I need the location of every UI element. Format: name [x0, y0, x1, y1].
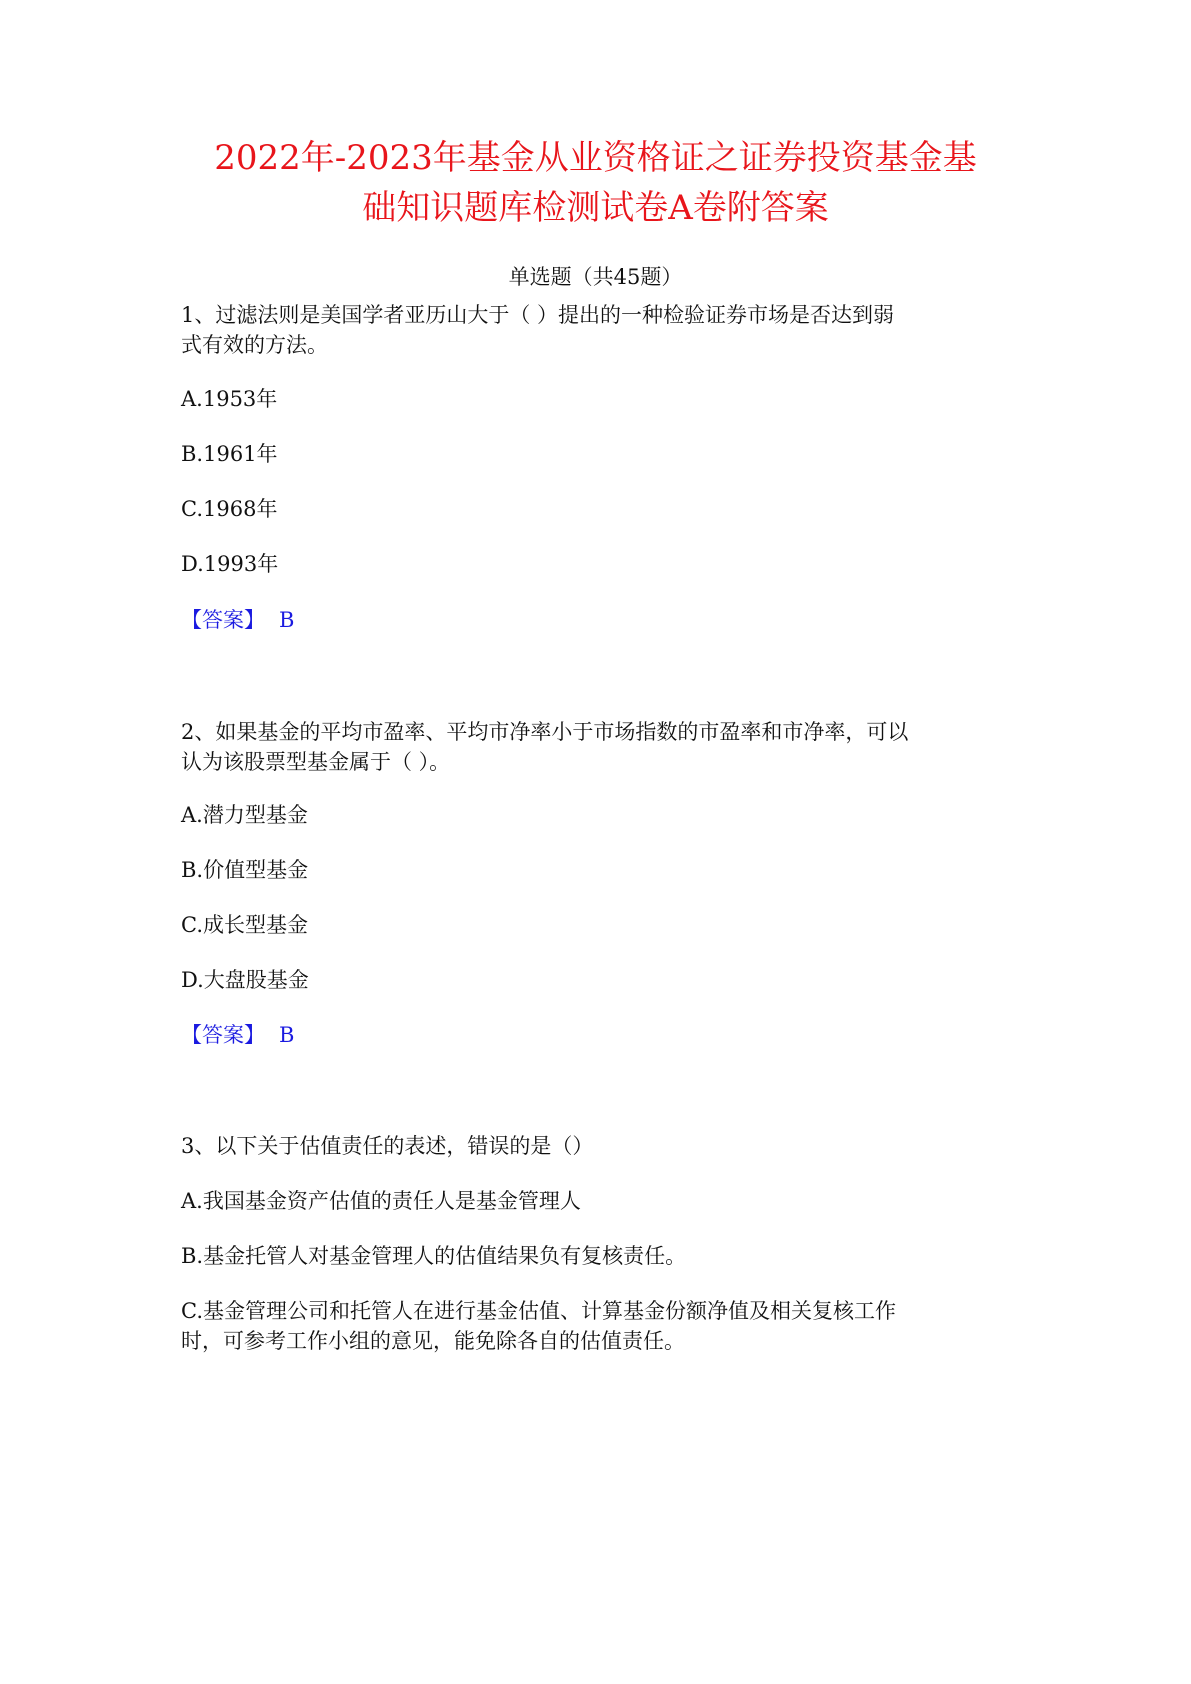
question-2-stem-line-1: 2、如果基金的平均市盈率、平均市净率小于市场指数的市盈率和市净率，可以 — [181, 720, 909, 744]
question-1-answer — [181, 605, 1021, 635]
question-1-option-c: C.1968年 — [181, 497, 278, 521]
question-3-stem: 3、以下关于估值责任的表述，错误的是（） — [181, 1134, 594, 1158]
question-1-option-d: D.1993年 — [181, 552, 279, 576]
question-2-stem-line-2: 认为该股票型基金属于（ ）。 — [181, 750, 451, 774]
question-3-option-b: B.基金托管人对基金管理人的估值结果负有复核责任。 — [181, 1244, 687, 1268]
document-title-line-2: 础知识题库检测试卷A卷附答案 — [362, 188, 829, 228]
question-1-stem-line-1: 1、过滤法则是美国学者亚历山大于（ ）提出的一种检验证券市场是否达到弱 — [181, 303, 895, 327]
question-2-option-a: A.潜力型基金 — [181, 803, 308, 827]
document-title — [170, 133, 1021, 233]
answer-value: B — [279, 608, 295, 632]
question-2-answer — [181, 1020, 1021, 1050]
question-2-option-c: C.成长型基金 — [181, 913, 308, 937]
answer-label: 【答案】 — [181, 1023, 265, 1047]
question-3-option-c-line-1: C.基金管理公司和托管人在进行基金估值、计算基金份额净值及相关复核工作 — [181, 1299, 896, 1323]
answer-label: 【答案】 — [181, 608, 265, 632]
question-3-option-a: A.我国基金资产估值的责任人是基金管理人 — [181, 1189, 581, 1213]
question-1-option-b: B.1961年 — [181, 442, 278, 466]
document-title-line-1: 2022年-2023年基金从业资格证之证券投资基金基 — [214, 138, 977, 178]
question-1-option-a: A.1953年 — [181, 387, 278, 411]
question-2-option-b: B.价值型基金 — [181, 858, 309, 882]
question-2-option-d: D.大盘股基金 — [181, 968, 309, 992]
question-1-stem-line-2: 式有效的方法。 — [181, 333, 328, 357]
answer-value: B — [279, 1023, 295, 1047]
section-heading: 单选题（共45题） — [508, 265, 683, 289]
question-3-option-c-line-2: 时，可参考工作小组的意见，能免除各自的估值责任。 — [181, 1329, 685, 1353]
